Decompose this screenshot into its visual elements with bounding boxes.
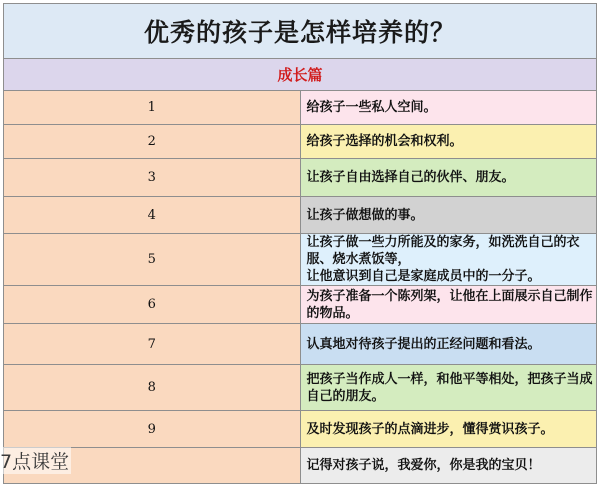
- table-row: [4, 448, 597, 484]
- row-number: 7: [4, 324, 301, 365]
- row-text: 把孩子当作成人一样，和他平等相处，把孩子当成自己的朋友。: [300, 365, 597, 411]
- row-number: 8: [4, 365, 301, 411]
- row-number: 1: [4, 91, 301, 125]
- watermark-logo-text: 7点课堂: [0, 447, 71, 474]
- tips-list: [4, 91, 597, 484]
- row-text: 认真地对待孩子提出的正经问题和看法。: [300, 324, 597, 365]
- row-number: 9: [4, 411, 301, 448]
- table-row: [4, 411, 597, 448]
- row-number: 3: [4, 159, 301, 197]
- row-text: 记得对孩子说，我爱你，你是我的宝贝！: [300, 448, 597, 484]
- table-row: [4, 286, 597, 324]
- table-row: [4, 159, 597, 197]
- row-number: 4: [4, 197, 301, 234]
- row-number: 6: [4, 286, 301, 324]
- section-heading: 成长篇: [4, 59, 597, 91]
- table-row: [4, 91, 597, 125]
- row-text: 让孩子做想做的事。: [300, 197, 597, 234]
- title-row: [4, 4, 597, 59]
- table-row: [4, 125, 597, 159]
- row-text: 及时发现孩子的点滴进步，懂得赏识孩子。: [300, 411, 597, 448]
- row-text: 给孩子一些私人空间。: [300, 91, 597, 125]
- table-row: [4, 197, 597, 234]
- table-row: [4, 324, 597, 365]
- row-text-line: 让孩子做一些力所能及的家务，如洗洗自己的衣服、烧水煮饭等，: [306, 235, 580, 267]
- table-row: [4, 234, 597, 286]
- section-row: [4, 59, 597, 91]
- parenting-table: [3, 3, 597, 484]
- row-number: 2: [4, 125, 301, 159]
- row-text: 让孩子自由选择自己的伙伴、朋友。: [300, 159, 597, 197]
- row-text: 给孩子选择的机会和权利。: [300, 125, 597, 159]
- table-row: [4, 365, 597, 411]
- row-text-line: 让他意识到自己是家庭成员中的一分子。: [306, 269, 541, 284]
- page-title: 优秀的孩子是怎样培养的？: [4, 4, 597, 59]
- row-text: 为孩子准备一个陈列架，让他在上面展示自己制作的物品。: [300, 286, 597, 324]
- row-number: 5: [4, 234, 301, 286]
- row-text: [300, 234, 597, 286]
